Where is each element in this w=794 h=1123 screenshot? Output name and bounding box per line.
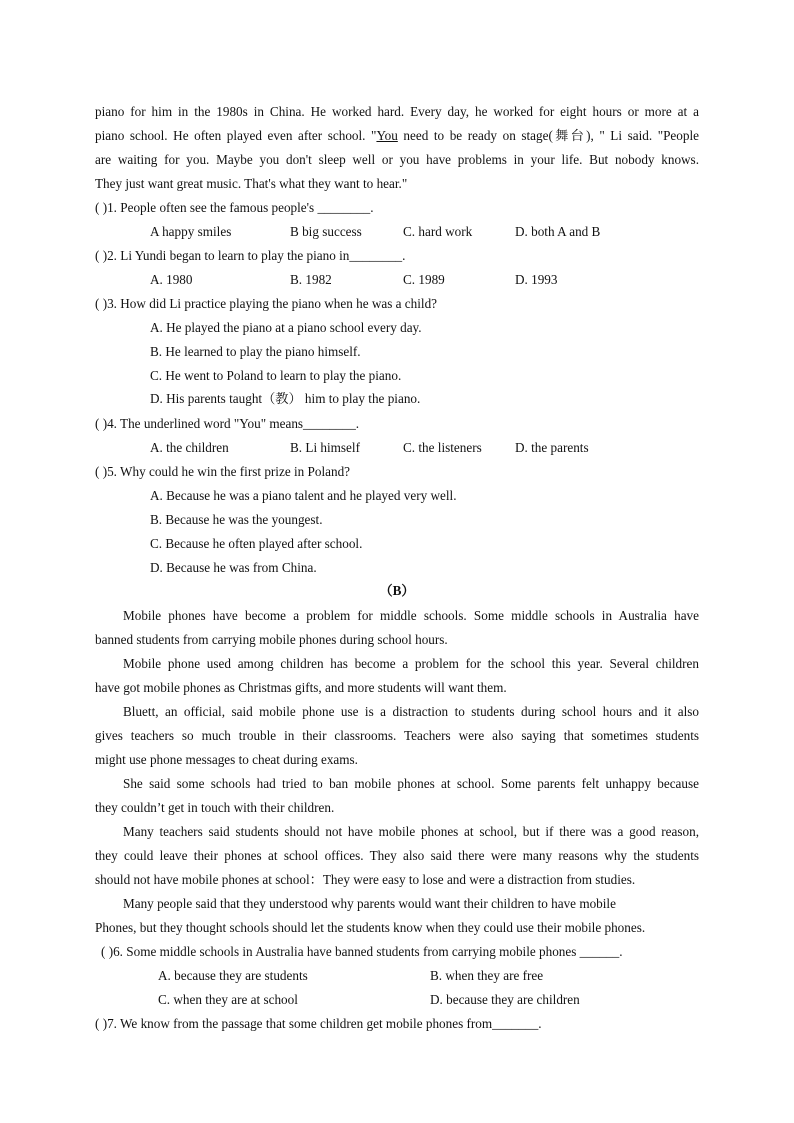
passage-a-line-2: [95, 128, 699, 144]
passage-a-line-3: are waiting for you. Maybe you don't sleep well or you have problems in your life. But nobody knows.: [95, 152, 699, 167]
question-1-option-d: D. both A and B: [515, 224, 601, 239]
passage-a-line-2-start: piano school. He often played even after school. ": [95, 128, 377, 143]
question-2-option-d: D. 1993: [515, 272, 558, 287]
question-6-stem: ( )6. Some middle schools in Australia have banned students from carrying mobile phones ______.: [101, 944, 623, 959]
passage-b-line-13: Many people said that they understood why parents would want their children to have mobile: [123, 896, 616, 911]
passage-a-line-4: They just want great music. That's what they want to hear.": [95, 176, 408, 191]
passage-b-line-11: they could leave their phones at school offices. They also said there were many reasons why the students: [95, 848, 699, 863]
passage-b-line-3: Mobile phone used among children has become a problem for the school this year. Several children: [123, 656, 699, 671]
passage-b-line-5: Bluett, an official, said mobile phone use is a distraction to students during school hours and it also: [123, 704, 699, 719]
question-2-option-a: A. 1980: [150, 272, 193, 287]
section-b-title: （B）: [379, 583, 415, 598]
question-6-option-d: D. because they are children: [430, 992, 580, 1007]
passage-b-line-7: might use phone messages to cheat during exams.: [95, 752, 358, 767]
passage-b-line-12: should not have mobile phones at school：They were easy to lose and were a distraction from studies.: [95, 872, 636, 887]
question-2-stem: ( )2. Li Yundi began to learn to play the piano in________.: [95, 248, 406, 263]
question-4-option-c: C. the listeners: [403, 440, 482, 455]
question-5-stem: ( )5. Why could he win the first prize in Poland?: [95, 464, 351, 479]
question-2-option-b: B. 1982: [290, 272, 332, 287]
question-3-option-a: A. He played the piano at a piano school every day.: [150, 320, 422, 335]
underlined-word-you: You: [376, 128, 398, 143]
passage-b-line-8: She said some schools had tried to ban mobile phones at school. Some parents felt unhappy because: [123, 776, 699, 791]
question-1-option-a: A happy smiles: [150, 224, 232, 239]
question-5-option-b: B. Because he was the youngest.: [150, 512, 323, 527]
question-7-stem: ( )7. We know from the passage that some children get mobile phones from_______.: [95, 1016, 542, 1031]
passage-b-line-10: Many teachers said students should not have mobile phones at school, but if there was a good reason,: [123, 824, 699, 839]
question-3-option-c: C. He went to Poland to learn to play the piano.: [150, 368, 402, 383]
question-5-option-a: A. Because he was a piano talent and he played very well.: [150, 488, 457, 503]
passage-b-line-6: gives teachers so much trouble in their classrooms. Teachers were also saying that sometimes students: [95, 728, 699, 743]
question-3-option-b: B. He learned to play the piano himself.: [150, 344, 361, 359]
question-4-stem: ( )4. The underlined word "You" means________.: [95, 416, 360, 431]
question-3-stem: ( )3. How did Li practice playing the piano when he was a child?: [95, 296, 438, 311]
question-4-option-a: A. the children: [150, 440, 229, 455]
question-5-option-d: D. Because he was from China.: [150, 560, 317, 575]
question-1-stem: ( )1. People often see the famous people's ________.: [95, 200, 374, 215]
question-2-option-c: C. 1989: [403, 272, 445, 287]
question-6-option-c: C. when they are at school: [158, 992, 298, 1007]
question-6-option-a: A. because they are students: [158, 968, 308, 983]
question-4-option-d: D. the parents: [515, 440, 589, 455]
passage-b-line-14: Phones, but they thought schools should let the students know when they could use their mobile phones.: [95, 920, 646, 935]
question-4-option-b: B. Li himself: [290, 440, 360, 455]
passage-a-line-1: piano for him in the 1980s in China. He worked hard. Every day, he worked for eight hours or more at a: [95, 104, 699, 119]
passage-b-line-1: Mobile phones have become a problem for middle schools. Some middle schools in Australia have: [123, 608, 699, 623]
question-3-option-d: D. His parents taught（教） him to play the piano.: [150, 391, 421, 406]
question-1-option-b: B big success: [290, 224, 362, 239]
question-6-option-b: B. when they are free: [430, 968, 544, 983]
passage-b-line-4: have got mobile phones as Christmas gifts, and more students will want them.: [95, 680, 507, 695]
question-1-option-c: C. hard work: [403, 224, 473, 239]
passage-b-line-9: they couldn’t get in touch with their children.: [95, 800, 335, 815]
passage-b-line-2: banned students from carrying mobile phones during school hours.: [95, 632, 448, 647]
question-5-option-c: C. Because he often played after school.: [150, 536, 363, 551]
passage-a-line-2-end: need to be ready on stage(舞台), " Li said. "People: [397, 128, 699, 143]
